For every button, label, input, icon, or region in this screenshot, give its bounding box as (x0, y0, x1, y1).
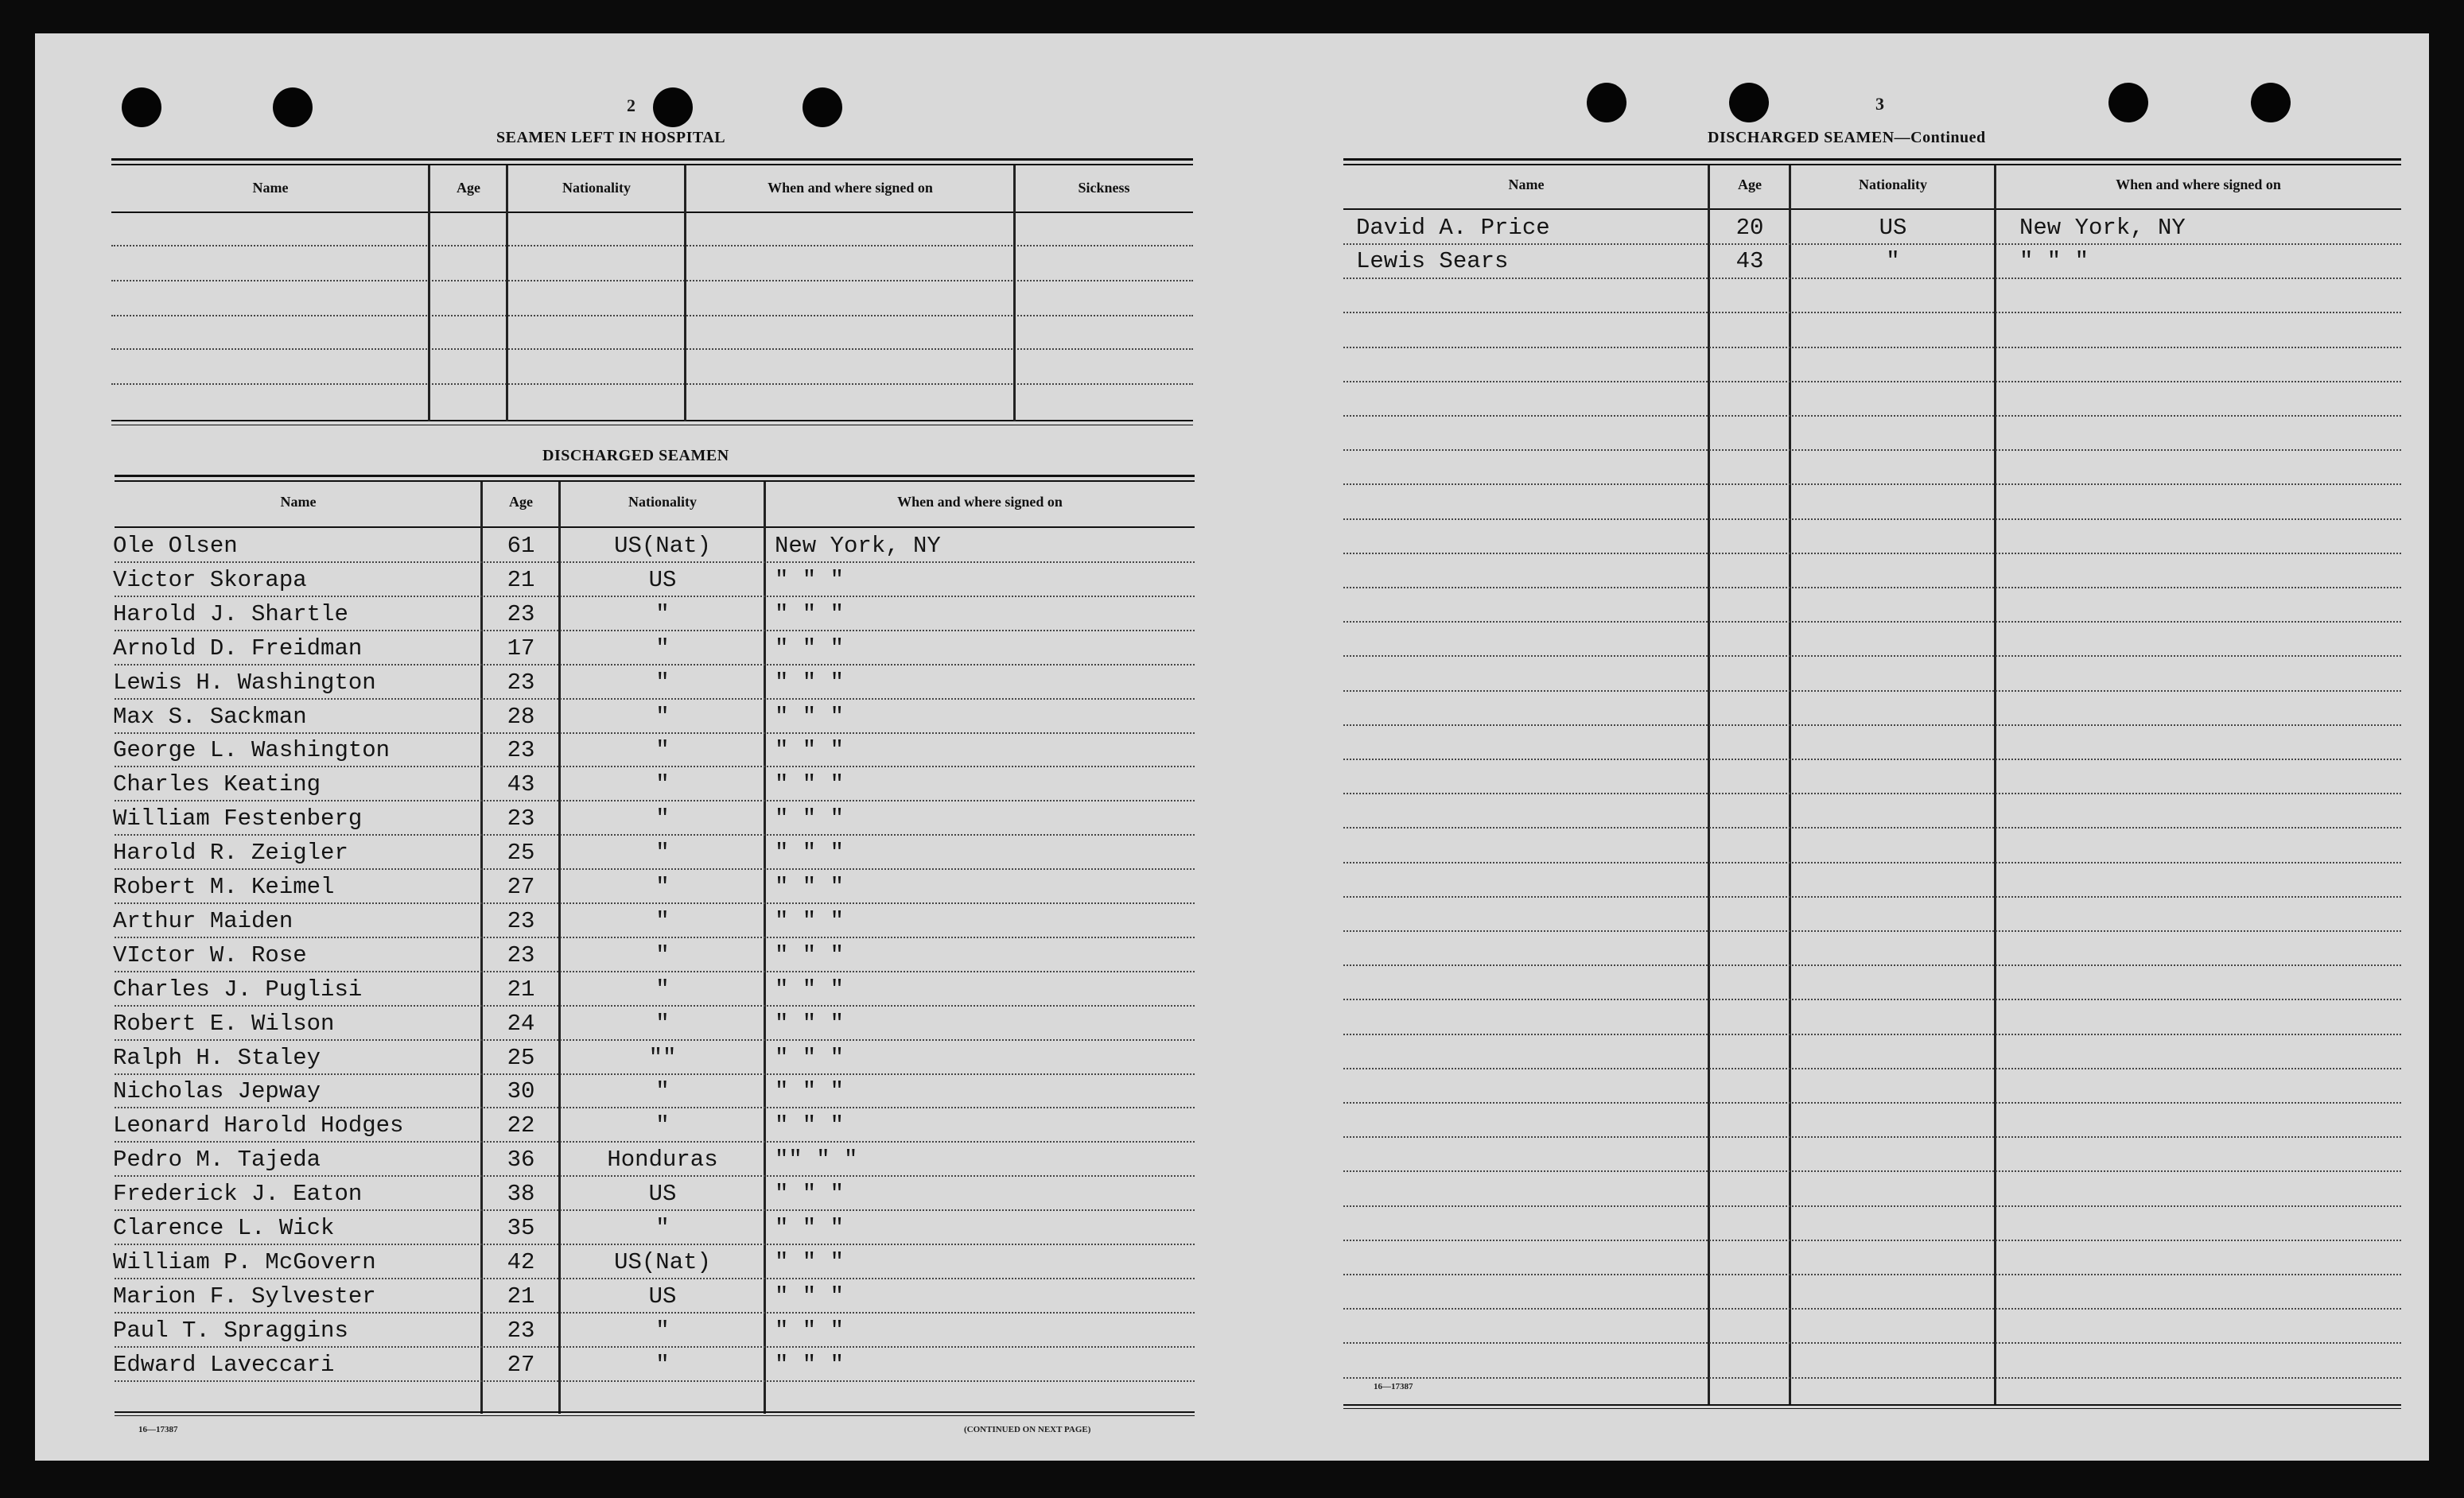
row-divider (1343, 1205, 2401, 1207)
row-divider (1343, 312, 2401, 313)
seaman-signed-on: " " " (775, 635, 845, 662)
seaman-age: 27 (507, 874, 535, 900)
seaman-age: 27 (507, 1351, 535, 1378)
row-divider (1343, 759, 2401, 760)
seaman-name: Marion F. Sylvester (113, 1283, 376, 1310)
seaman-signed-on: " " " (775, 907, 845, 934)
seaman-nationality: US (1879, 215, 1907, 241)
seaman-signed-on: " " " (775, 669, 845, 696)
row-divider (115, 1380, 1195, 1382)
seaman-name: Harold J. Shartle (113, 600, 348, 627)
row-divider (115, 1039, 1195, 1041)
row-divider (1343, 381, 2401, 382)
seaman-name: George L. Washington (113, 737, 391, 764)
column-header-name: Name (280, 494, 317, 510)
seaman-age: 17 (507, 635, 535, 662)
seaman-age: 23 (507, 600, 535, 627)
page-2 (35, 33, 1192, 1461)
seaman-name: Arthur Maiden (113, 907, 293, 934)
row-divider (1343, 1377, 2401, 1379)
row-divider (115, 1073, 1195, 1075)
seaman-nationality: " (655, 669, 670, 696)
seaman-age: 23 (507, 1317, 535, 1344)
seaman-nationality: US(Nat) (614, 1248, 711, 1275)
seaman-nationality: Honduras (607, 1147, 718, 1174)
seaman-nationality: " (655, 941, 670, 968)
page-3 (1192, 33, 2429, 1461)
seaman-age: 22 (507, 1112, 535, 1139)
seaman-age: 21 (507, 976, 535, 1003)
page-number: 3 (1875, 94, 1884, 114)
row-divider (115, 902, 1195, 904)
row-divider (1343, 1034, 2401, 1035)
seaman-signed-on: " " " (775, 1010, 845, 1037)
column-header-age: Age (457, 180, 480, 196)
form-number: 16—17387 (1374, 1382, 1413, 1391)
seaman-signed-on: " " " (775, 1044, 845, 1071)
seaman-name: William P. McGovern (113, 1248, 376, 1275)
seaman-age: 21 (507, 566, 535, 593)
row-divider (115, 1312, 1195, 1314)
row-divider (1343, 1102, 2401, 1104)
seaman-age: 23 (507, 805, 535, 832)
row-divider (1343, 1342, 2401, 1344)
seaman-nationality: " (655, 1317, 670, 1344)
column-header-signed-on: When and where signed on (897, 494, 1063, 510)
seaman-nationality: " (655, 976, 670, 1003)
row-divider (115, 800, 1195, 801)
seaman-nationality: " (655, 635, 670, 662)
seaman-signed-on: " " " (775, 874, 845, 900)
row-divider (1343, 690, 2401, 692)
seaman-nationality: US (648, 1181, 677, 1208)
column-header-signed-on: When and where signed on (768, 180, 933, 196)
row-divider (1343, 655, 2401, 657)
seaman-nationality: " (655, 805, 670, 832)
seaman-signed-on: " " " (775, 1351, 845, 1378)
column-header-nationality: Nationality (1858, 177, 1927, 192)
seaman-name: Robert E. Wilson (113, 1010, 335, 1037)
column-header-sickness: Sickness (1078, 180, 1130, 196)
seaman-age: 35 (507, 1215, 535, 1241)
row-divider (1343, 1240, 2401, 1241)
seaman-signed-on: " " " (775, 566, 845, 593)
seaman-age: 20 (1735, 215, 1764, 241)
seaman-nationality: " (655, 840, 670, 867)
scanned-document (35, 33, 2429, 1461)
punch-hole (122, 87, 161, 127)
row-divider (115, 971, 1195, 972)
seaman-nationality: " (655, 1078, 670, 1105)
seaman-signed-on: " " " (775, 1317, 845, 1344)
seaman-age: 28 (507, 703, 535, 730)
seaman-name: Robert M. Keimel (113, 874, 335, 900)
seaman-signed-on: " " " (775, 1078, 845, 1105)
seaman-signed-on: New York, NY (775, 533, 941, 559)
row-divider (115, 664, 1195, 666)
row-divider (1343, 621, 2401, 623)
seaman-age: 61 (507, 533, 535, 559)
seaman-signed-on: " " " (775, 1215, 845, 1241)
seaman-name: Ralph H. Staley (113, 1044, 321, 1071)
seaman-name: Arnold D. Freidman (113, 635, 363, 662)
row-divider (115, 561, 1195, 563)
row-divider (1343, 587, 2401, 588)
seaman-nationality: " (655, 600, 670, 627)
row-divider (115, 1141, 1195, 1143)
row-divider (115, 766, 1195, 767)
seaman-nationality: " (655, 703, 670, 730)
seaman-age: 25 (507, 1044, 535, 1071)
seaman-name: William Festenberg (113, 805, 363, 832)
seaman-name: VIctor W. Rose (113, 941, 307, 968)
continued-note: (CONTINUED ON NEXT PAGE) (964, 1425, 1091, 1434)
row-divider (115, 834, 1195, 836)
seaman-age: 23 (507, 737, 535, 764)
punch-hole (1587, 83, 1626, 122)
row-divider (1343, 553, 2401, 554)
seaman-name: Victor Skorapa (113, 566, 307, 593)
seaman-name: Max S. Sackman (113, 703, 307, 730)
seaman-age: 43 (1735, 248, 1764, 274)
row-divider (115, 1175, 1195, 1177)
row-divider (115, 630, 1195, 631)
hospital-section-title: SEAMEN LEFT IN HOSPITAL (496, 129, 726, 146)
row-divider (1343, 243, 2401, 245)
row-divider (1343, 724, 2401, 726)
seaman-nationality: " (1886, 248, 1900, 274)
seaman-name: Clarence L. Wick (113, 1215, 335, 1241)
row-divider (115, 698, 1195, 700)
seaman-name: David A. Price (1356, 215, 1550, 241)
row-divider (1343, 483, 2401, 485)
row-divider (115, 1346, 1195, 1348)
seaman-nationality: " (655, 1010, 670, 1037)
punch-hole (2108, 83, 2148, 122)
punch-hole (2251, 83, 2291, 122)
row-divider (1343, 827, 2401, 829)
seaman-signed-on: " " " (775, 600, 845, 627)
row-divider (115, 868, 1195, 870)
seaman-age: 25 (507, 840, 535, 867)
seaman-name: Frederick J. Eaton (113, 1181, 363, 1208)
row-divider (1343, 1136, 2401, 1138)
column-header-name: Name (1508, 177, 1545, 192)
seaman-nationality: " (655, 1112, 670, 1139)
punch-hole (803, 87, 842, 127)
seaman-name: Leonard Harold Hodges (113, 1112, 404, 1139)
seaman-name: Nicholas Jepway (113, 1078, 321, 1105)
seaman-age: 23 (507, 669, 535, 696)
seaman-signed-on: " " " (775, 1248, 845, 1275)
seaman-signed-on: " " " (775, 840, 845, 867)
seaman-age: 43 (507, 771, 535, 798)
row-divider (1343, 518, 2401, 520)
column-header-signed-on: When and where signed on (2116, 177, 2281, 192)
row-divider (115, 937, 1195, 938)
seaman-signed-on: "" " " (775, 1147, 858, 1174)
row-divider (115, 1244, 1195, 1245)
seaman-name: Ole Olsen (113, 533, 238, 559)
seaman-age: 42 (507, 1248, 535, 1275)
seaman-age: 21 (507, 1283, 535, 1310)
row-divider (1343, 415, 2401, 417)
punch-hole (273, 87, 313, 127)
seaman-age: 24 (507, 1010, 535, 1037)
row-divider (115, 1209, 1195, 1211)
seaman-nationality: " (655, 907, 670, 934)
seaman-nationality: " (655, 874, 670, 900)
row-divider (115, 1278, 1195, 1279)
row-divider (115, 732, 1195, 734)
row-divider (1343, 896, 2401, 898)
seaman-signed-on: " " " (775, 771, 845, 798)
row-divider (1343, 277, 2401, 279)
discharged-continued-title: DISCHARGED SEAMEN—Continued (1708, 129, 1986, 146)
seaman-nationality: " (655, 771, 670, 798)
seaman-nationality: "" (648, 1044, 677, 1071)
seaman-nationality: " (655, 1351, 670, 1378)
column-header-nationality: Nationality (628, 494, 697, 510)
seaman-nationality: US (648, 1283, 677, 1310)
seaman-age: 36 (507, 1147, 535, 1174)
row-divider (1343, 793, 2401, 794)
seaman-age: 23 (507, 941, 535, 968)
seaman-signed-on: " " " (775, 737, 845, 764)
row-divider (115, 596, 1195, 597)
column-header-age: Age (509, 494, 533, 510)
form-number: 16—17387 (138, 1425, 178, 1434)
seaman-name: Paul T. Spraggins (113, 1317, 348, 1344)
discharged-section-title: DISCHARGED SEAMEN (542, 447, 729, 464)
seaman-nationality: " (655, 737, 670, 764)
row-divider (115, 1005, 1195, 1007)
seaman-signed-on: " " " (775, 1283, 845, 1310)
row-divider (1343, 999, 2401, 1000)
seaman-name: Edward Laveccari (113, 1351, 335, 1378)
seaman-name: Harold R. Zeigler (113, 840, 348, 867)
seaman-signed-on: " " " (775, 976, 845, 1003)
row-divider (1343, 1170, 2401, 1172)
seaman-nationality: US (648, 566, 677, 593)
row-divider (1343, 930, 2401, 932)
seaman-age: 30 (507, 1078, 535, 1105)
seaman-name: Pedro M. Tajeda (113, 1147, 321, 1174)
row-divider (1343, 1274, 2401, 1275)
row-divider (1343, 964, 2401, 966)
seaman-signed-on: " " " (775, 805, 845, 832)
seaman-signed-on: " " " (2019, 248, 2089, 274)
column-header-nationality: Nationality (562, 180, 631, 196)
seaman-name: Lewis Sears (1356, 248, 1509, 274)
seaman-signed-on: New York, NY (2019, 215, 2186, 241)
page-number: 2 (627, 95, 635, 115)
row-divider (1343, 347, 2401, 348)
seaman-signed-on: " " " (775, 1112, 845, 1139)
row-divider (1343, 1308, 2401, 1310)
row-divider (1343, 862, 2401, 863)
seaman-age: 38 (507, 1181, 535, 1208)
punch-hole (653, 87, 693, 127)
punch-hole (1729, 83, 1769, 122)
seaman-name: Charles J. Puglisi (113, 976, 363, 1003)
seaman-age: 23 (507, 907, 535, 934)
seaman-nationality: US(Nat) (614, 533, 711, 559)
row-divider (115, 1107, 1195, 1108)
row-divider (1343, 449, 2401, 451)
seaman-name: Charles Keating (113, 771, 321, 798)
column-header-age: Age (1738, 177, 1762, 192)
row-divider (1343, 1068, 2401, 1069)
seaman-signed-on: " " " (775, 1181, 845, 1208)
seaman-signed-on: " " " (775, 703, 845, 730)
column-header-name: Name (252, 180, 289, 196)
seaman-nationality: " (655, 1215, 670, 1241)
seaman-name: Lewis H. Washington (113, 669, 376, 696)
seaman-signed-on: " " " (775, 941, 845, 968)
